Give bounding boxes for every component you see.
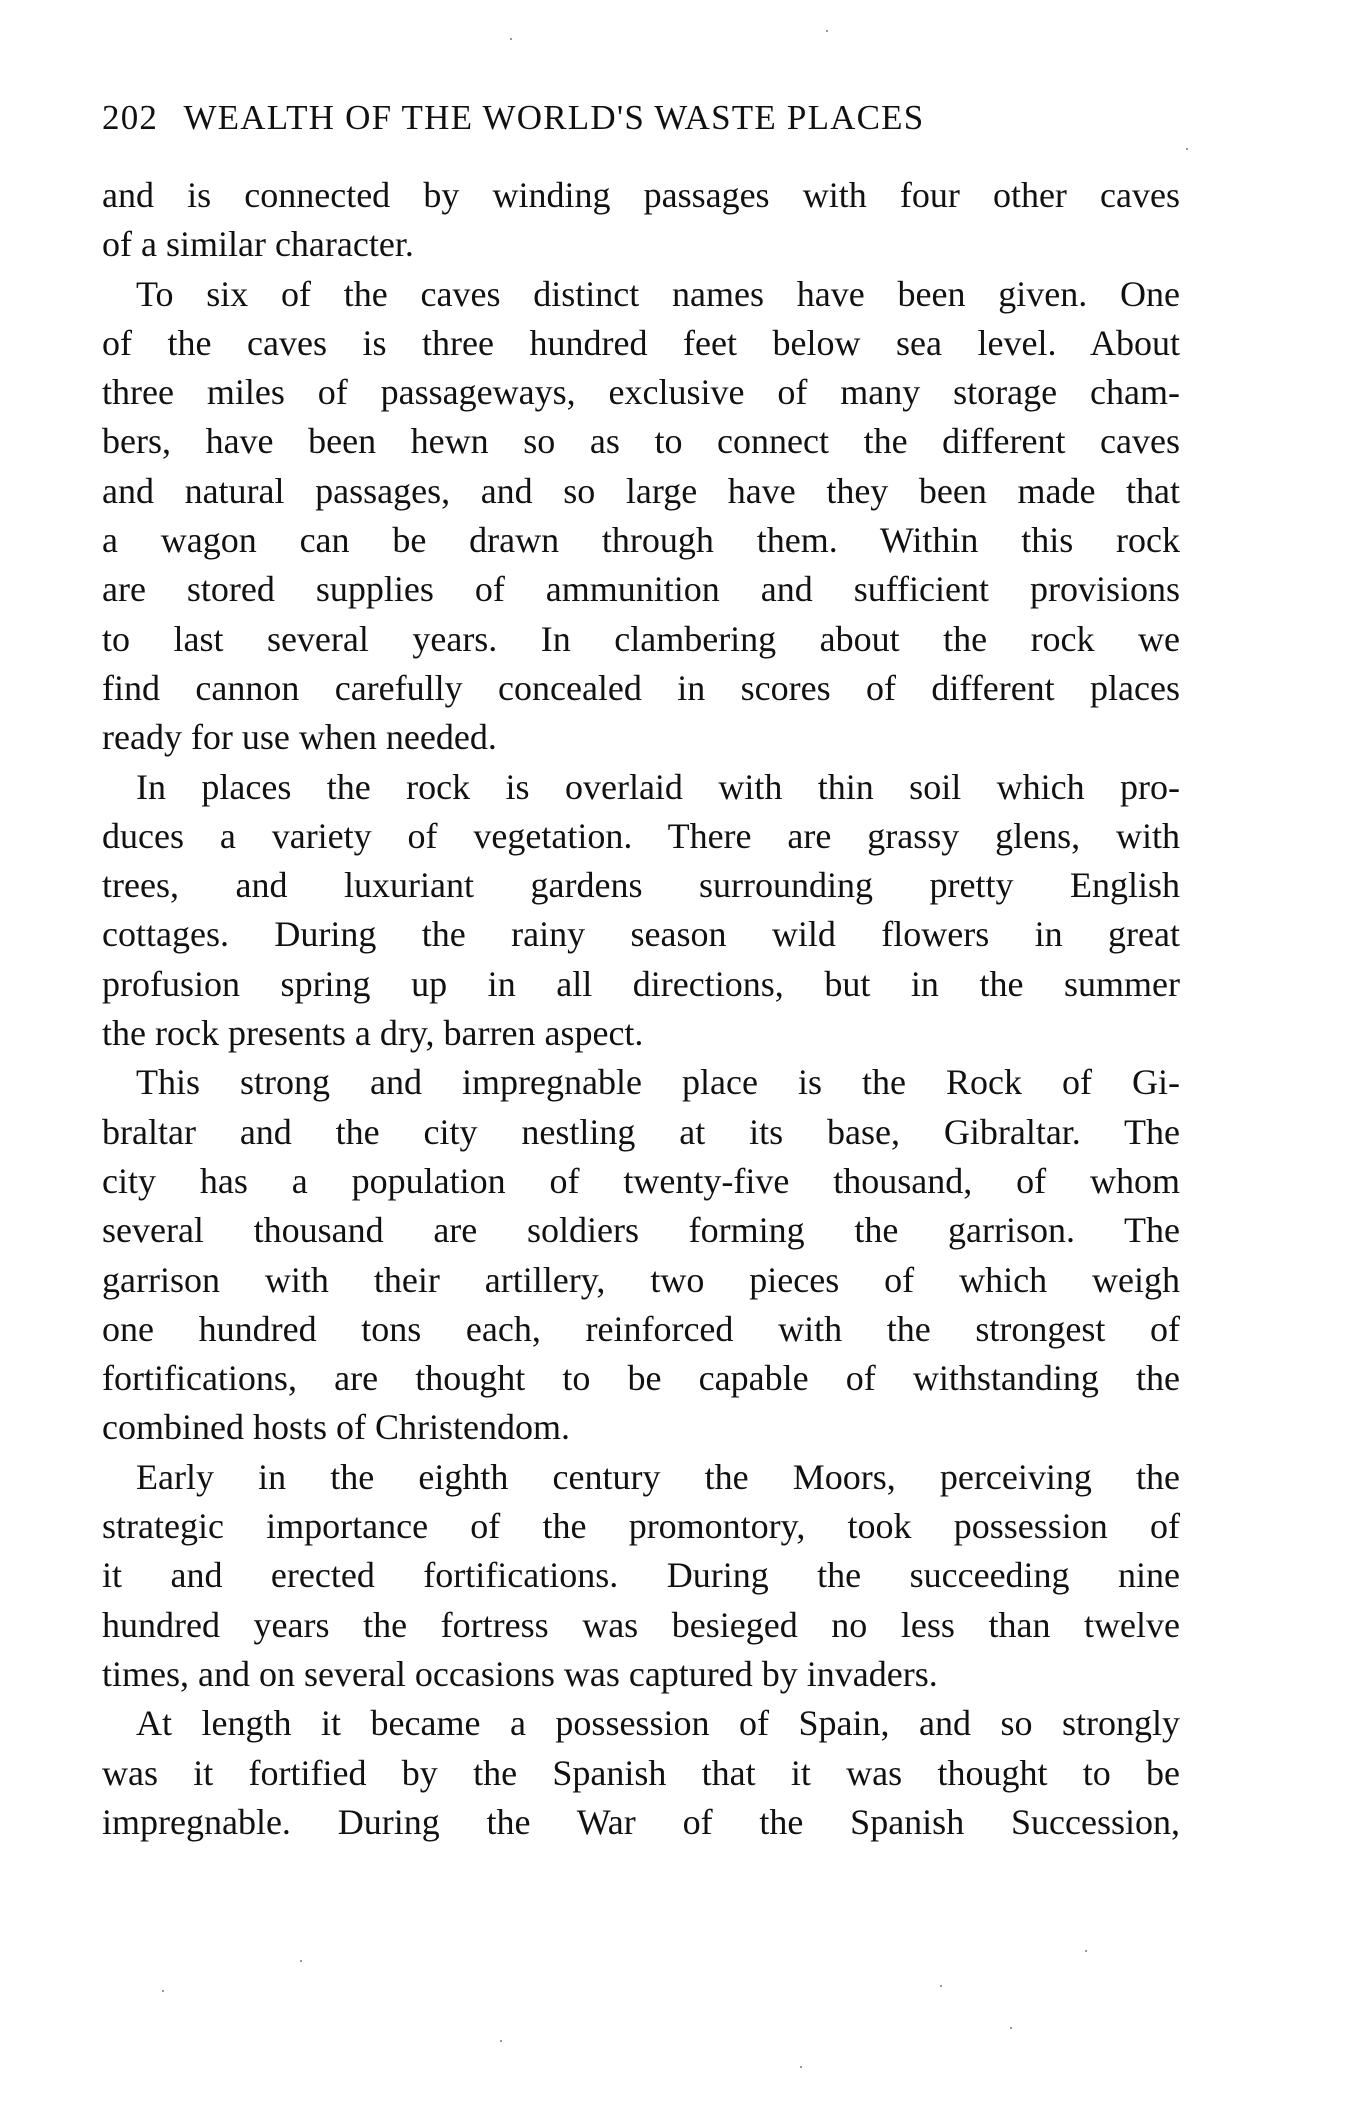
running-title: WEALTH OF THE WORLD'S WASTE PLACES	[183, 98, 925, 137]
text-line: of a similar character.	[102, 224, 414, 265]
paragraph	[102, 1453, 1180, 1699]
text-line: a wagon can be drawn through them. Within this rock	[102, 520, 1180, 561]
text-line: garrison with their artillery, two pieces of which weigh	[102, 1259, 1180, 1300]
text-line: three miles of passageways, exclusive of many storage cham-	[102, 372, 1180, 413]
text-line: the rock presents a dry, barren aspect.	[102, 1013, 644, 1054]
text-line: To six of the caves distinct names have been given. One	[136, 273, 1180, 314]
text-line: cottages. During the rainy season wild flowers in great	[102, 914, 1180, 955]
text-line: hundred years the fortress was besieged no less than twelve	[102, 1604, 1180, 1645]
text-line: trees, and luxuriant gardens surrounding pretty English	[102, 865, 1180, 906]
scan-speck	[1010, 2027, 1012, 2029]
scan-speck	[1186, 148, 1188, 150]
text-line: was it fortified by the Spanish that it was thought to be	[102, 1752, 1180, 1793]
text-line: profusion spring up in all directions, but in the summer	[102, 963, 1180, 1004]
text-line: impregnable. During the War of the Spanish Succession,	[102, 1801, 1180, 1842]
text-line: it and erected fortifications. During the succeeding nine	[102, 1555, 1180, 1596]
text-line: find cannon carefully concealed in scores of different places	[102, 667, 1180, 708]
text-line: Early in the eighth century the Moors, perceiving the	[136, 1456, 1180, 1497]
scan-speck	[162, 1990, 164, 1992]
text-line: times, and on several occasions was captured by invaders.	[102, 1653, 938, 1694]
text-line: braltar and the city nestling at its base, Gibraltar. The	[102, 1111, 1180, 1152]
scan-speck	[826, 30, 828, 32]
text-line: and is connected by winding passages with four other caves	[102, 175, 1180, 215]
scan-speck	[510, 38, 512, 40]
text-line: This strong and impregnable place is the Rock of Gi-	[136, 1062, 1180, 1103]
text-line: fortifications, are thought to be capable of withstanding the	[102, 1358, 1180, 1399]
text-line: are stored supplies of ammunition and sufficient provisions	[102, 569, 1180, 610]
scan-speck	[300, 1960, 302, 1962]
page-number: 202	[102, 98, 159, 137]
text-line: one hundred tons each, reinforced with the strongest of	[102, 1308, 1180, 1349]
running-head	[102, 94, 1180, 142]
scan-speck	[1085, 1950, 1087, 1952]
text-line: bers, have been hewn so as to connect the different caves	[102, 421, 1180, 462]
body-text	[102, 171, 1180, 1847]
paragraph	[102, 763, 1180, 1059]
text-line: At length it became a possession of Spain, and so strongly	[136, 1703, 1180, 1744]
text-line: combined hosts of Christendom.	[102, 1407, 570, 1448]
scan-speck	[800, 2066, 802, 2068]
paragraph	[102, 1058, 1180, 1452]
text-line: several thousand are soldiers forming the garrison. The	[102, 1210, 1180, 1251]
text-line: ready for use when needed.	[102, 717, 497, 758]
text-line: duces a variety of vegetation. There are grassy glens, with	[102, 815, 1180, 856]
scan-speck	[940, 1985, 942, 1987]
paragraph	[102, 270, 1180, 763]
text-line: and natural passages, and so large have they been made that	[102, 470, 1180, 511]
paragraph	[102, 171, 1180, 270]
paragraph	[102, 1699, 1180, 1847]
text-line: strategic importance of the promontory, took possession of	[102, 1506, 1180, 1547]
text-line: to last several years. In clambering about the rock we	[102, 618, 1180, 659]
text-line: of the caves is three hundred feet below sea level. About	[102, 322, 1180, 363]
text-line: city has a population of twenty-five thousand, of whom	[102, 1160, 1180, 1201]
scan-speck	[500, 2040, 502, 2042]
text-line: In places the rock is overlaid with thin soil which pro-	[136, 766, 1180, 807]
